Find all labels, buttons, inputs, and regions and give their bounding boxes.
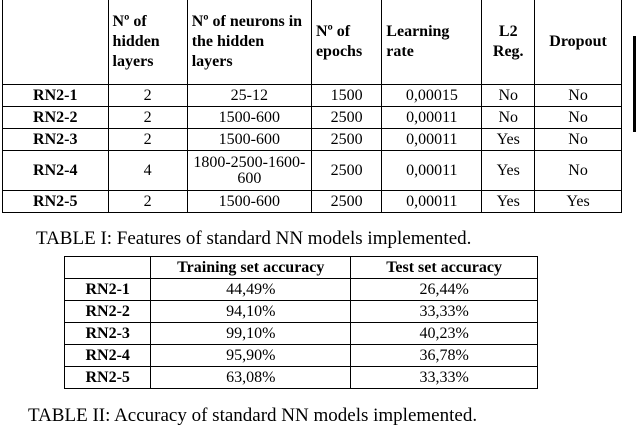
table-row <box>65 279 538 301</box>
table-row <box>3 191 622 213</box>
table-cell: 2 <box>108 107 187 129</box>
table-cell: 33,33% <box>351 367 538 389</box>
table-row <box>3 129 622 151</box>
table-cell: 26,44% <box>351 279 538 301</box>
model-name-cell: RN2-1 <box>65 279 151 301</box>
header-cell-training-accuracy: Training set accuracy <box>151 257 351 279</box>
table-cell: 99,10% <box>151 323 351 345</box>
table-caption: TABLE II: Accuracy of standard NN models implemented. <box>28 405 478 426</box>
table-cell: 2 <box>108 191 187 213</box>
header-cell-epochs: Nº of epochs <box>311 0 381 85</box>
margin-rule <box>633 36 636 132</box>
table-cell: No <box>482 107 535 129</box>
table-cell: 0,00011 <box>382 151 482 191</box>
table-cell: 2 <box>108 85 187 107</box>
table-cell: 2500 <box>311 107 381 129</box>
header-cell-test-accuracy: Test set accuracy <box>351 257 538 279</box>
table-cell: 94,10% <box>151 301 351 323</box>
table-row <box>65 345 538 367</box>
table-cell: 0,00015 <box>382 85 482 107</box>
table-cell: No <box>535 85 622 107</box>
accuracy-table <box>64 256 538 389</box>
table-cell: 63,08% <box>151 367 351 389</box>
model-name-cell: RN2-5 <box>3 191 109 213</box>
table-cell: 33,33% <box>351 301 538 323</box>
model-name-cell: RN2-3 <box>65 323 151 345</box>
table-row <box>65 367 538 389</box>
table-cell: 25-12 <box>187 85 311 107</box>
table-cell: 1500-600 <box>187 129 311 151</box>
header-cell-empty <box>3 0 109 85</box>
table-header-row <box>3 0 622 85</box>
table-row <box>65 323 538 345</box>
table-cell: 0,00011 <box>382 191 482 213</box>
table-row <box>65 301 538 323</box>
table-cell: No <box>482 85 535 107</box>
table-cell: 40,23% <box>351 323 538 345</box>
model-name-cell: RN2-1 <box>3 85 109 107</box>
header-cell-neurons: Nº of neurons in the hidden layers <box>187 0 311 85</box>
model-name-cell: RN2-3 <box>3 129 109 151</box>
table-cell: No <box>535 107 622 129</box>
table-cell: 0,00011 <box>382 129 482 151</box>
features-table <box>2 0 622 213</box>
table-cell: No <box>535 151 622 191</box>
table-caption: TABLE I: Features of standard NN models implemented. <box>36 228 472 249</box>
model-name-cell: RN2-5 <box>65 367 151 389</box>
table-row <box>3 107 622 129</box>
table-cell: 2500 <box>311 151 381 191</box>
table-cell: Yes <box>535 191 622 213</box>
table-cell: Yes <box>482 129 535 151</box>
table-cell: Yes <box>482 191 535 213</box>
table-cell: 1800-2500-1600-600 <box>187 151 311 191</box>
table-cell: 2500 <box>311 129 381 151</box>
header-cell-learning-rate: Learning rate <box>382 0 482 85</box>
model-name-cell: RN2-2 <box>65 301 151 323</box>
table-cell: 0,00011 <box>382 107 482 129</box>
table-cell: 44,49% <box>151 279 351 301</box>
table-row <box>3 85 622 107</box>
table-cell: No <box>535 129 622 151</box>
model-name-cell: RN2-4 <box>65 345 151 367</box>
model-name-cell: RN2-4 <box>3 151 109 191</box>
table-cell: 1500 <box>311 85 381 107</box>
table-cell: 2500 <box>311 191 381 213</box>
header-cell-dropout: Dropout <box>535 0 622 85</box>
table-cell: 36,78% <box>351 345 538 367</box>
table-cell: 1500-600 <box>187 191 311 213</box>
model-name-cell: RN2-2 <box>3 107 109 129</box>
table-cell: Yes <box>482 151 535 191</box>
table-cell: 4 <box>108 151 187 191</box>
header-cell-empty <box>65 257 151 279</box>
table-cell: 95,90% <box>151 345 351 367</box>
header-cell-l2-reg: L2 Reg. <box>482 0 535 85</box>
table-row <box>3 151 622 191</box>
table-cell: 1500-600 <box>187 107 311 129</box>
header-cell-hidden-layers: Nº of hidden layers <box>108 0 187 85</box>
table-cell: 2 <box>108 129 187 151</box>
table-header-row <box>65 257 538 279</box>
